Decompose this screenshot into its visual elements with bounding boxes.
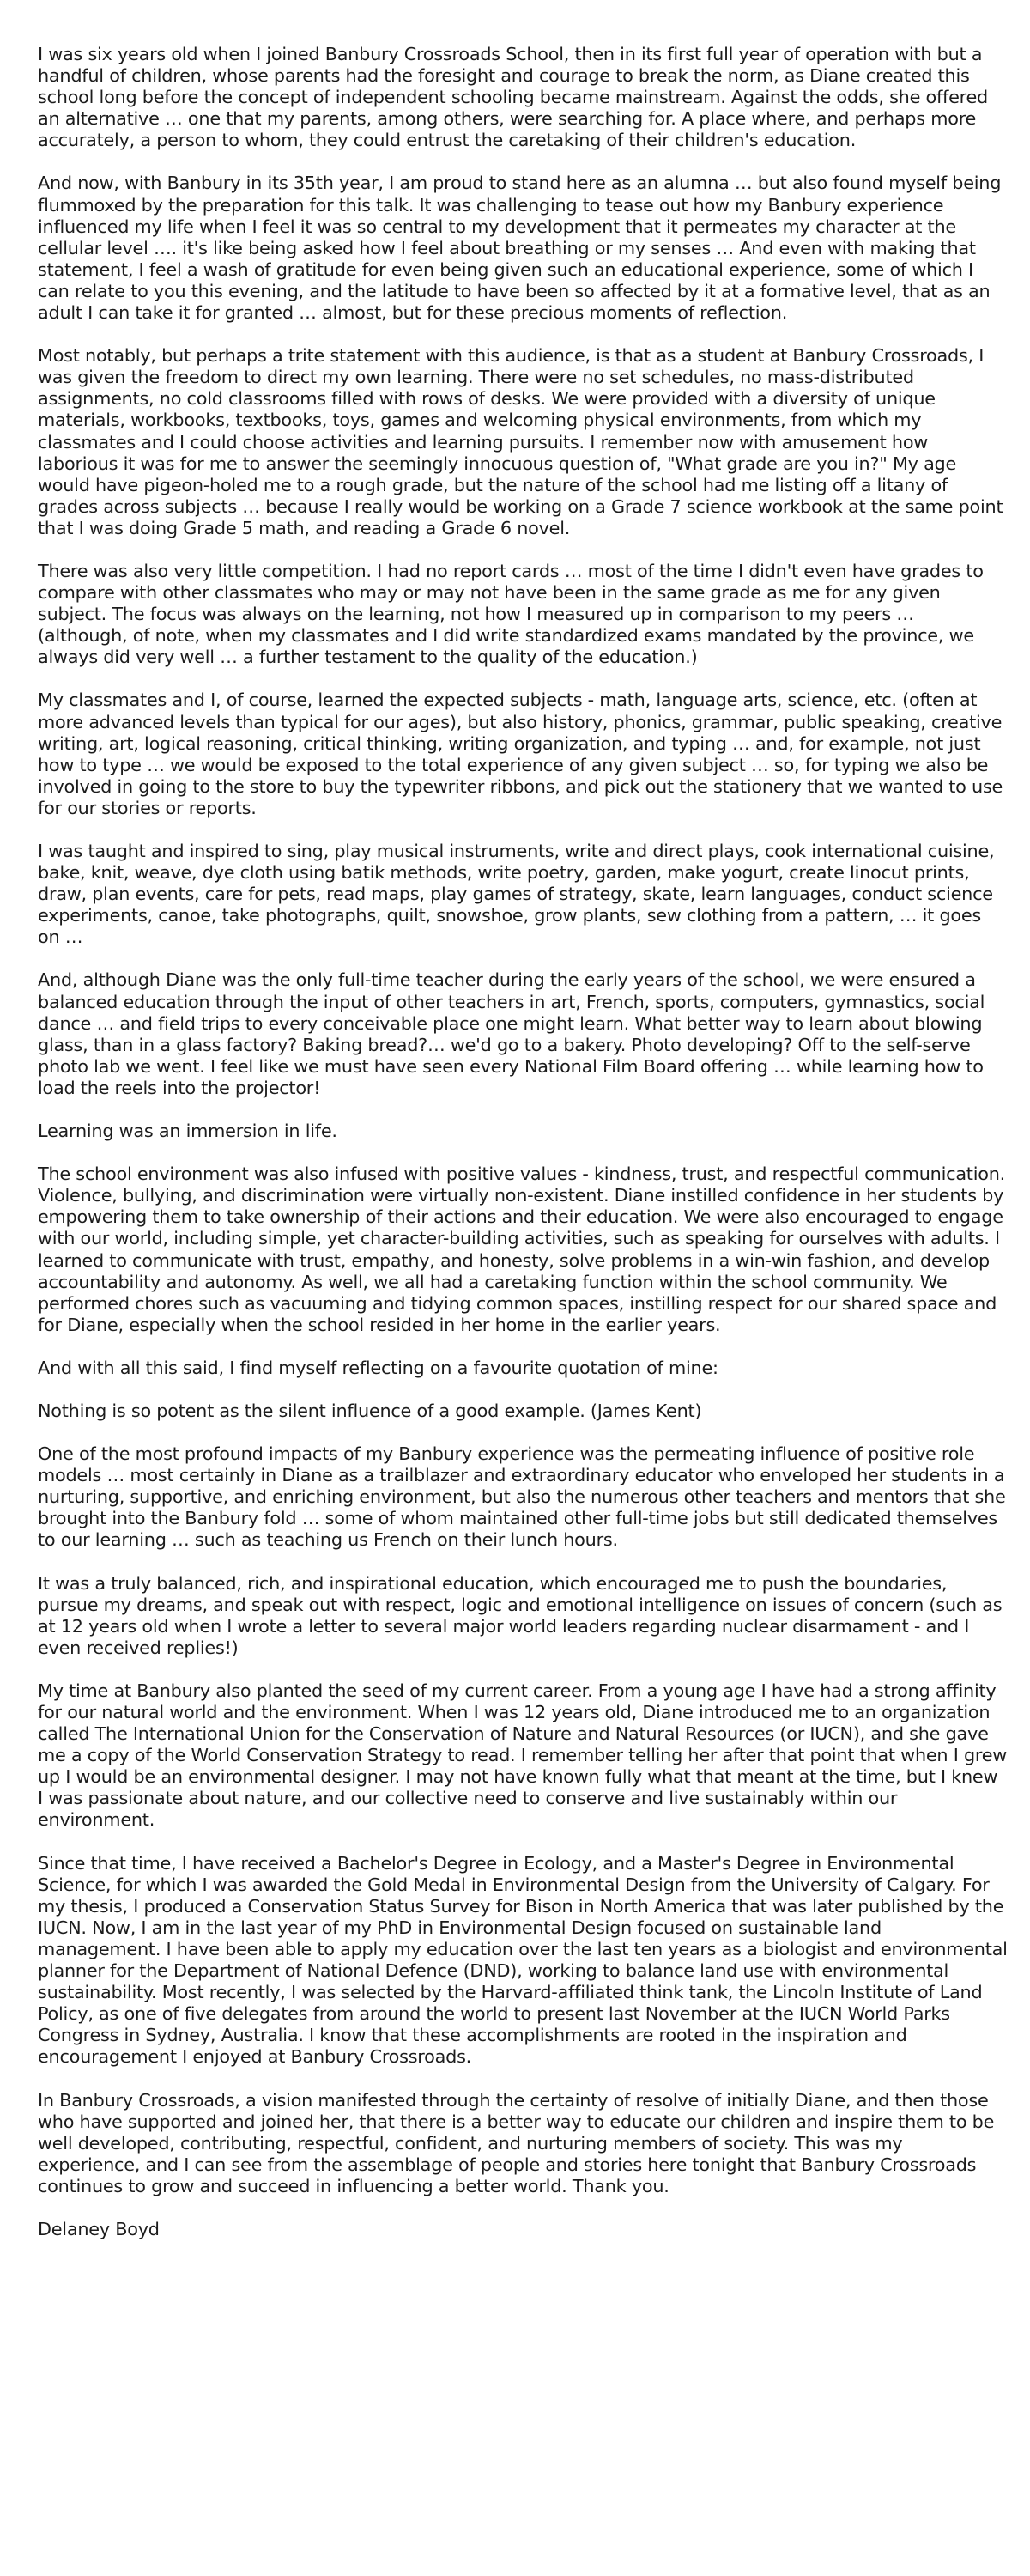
paragraph-little-competition: There was also very little competition. I had no report cards … most of the time I didn't even have grades to compare with other classmates who may or may not have been in the same grade as me for any given subject. The focus was always on the learning, not how I measured up in comparison to my peers … (although, of note, when my classmates and I did write standardized exams mandated by the province, we always did very well … a further testament to the quality of the education.) <box>38 560 984 668</box>
paragraph-closing: In Banbury Crossroads, a vision manifested through the certainty of resolve of initially Diane, and then those who have supported and joined her, that there is a better way to educate our children and inspire them to be well developed, contributing, respectful, confident, and nurturing members of society. This was my experience, and I can see from the assemblage of people and stories here tonight that Banbury Crossroads continues to grow and succeed in influencing a better world. Thank you. <box>38 2089 995 2196</box>
paragraph-subjects: My classmates and I, of course, learned the expected subjects - math, language arts, science, etc. (often at more advanced levels than typical for our ages), but also history, phonics, grammar, public speaking, creative writing, art, logical reasoning, critical thinking, writing organization, and typing … and, for example, not just how to type … we would be exposed to the total experience of any given subject … so, for typing we also be involved in going to the store to buy the typewriter ribbons, and pick out the stationery that we wanted to use for our stories or reports. <box>38 690 1003 818</box>
paragraph-35th-year: And now, with Banbury in its 35th year, I am proud to stand here as an alumna … but also found myself being flummoxed by the preparation for this talk. It was challenging to tease out how my Banbury experience influenced my life when I feel it was so central to my development that it permeates my character at the cellular level …. it's like being asked how I feel about breathing or my senses … And even with making that statement, I feel a wash of gratitude for even being given such an educational experience, some of which I can relate to you this evening, and the latitude to have been so affected by it at a formative level, that as an adult I can take it for granted … almost, but for these precious moments of reflection. <box>38 173 1002 324</box>
paragraph-joining-banbury: I was six years old when I joined Banbury Crossroads School, then in its first full year of operation with but a handful of children, whose parents had the foresight and courage to break the norm, as Diane created this school long before the concept of independent schooling became mainstream. Against the odds, she offered an alternative … one that my parents, among others, were searching for. A place where, and perhaps more accurately, a person to whom, they could entrust the caretaking of their children's education. <box>38 44 989 151</box>
signature: Delaney Boyd <box>38 2218 160 2239</box>
paragraph-immersion: Learning was an immersion in life. <box>38 1121 337 1142</box>
paragraph-quotation-intro: And with all this said, I find myself reflecting on a favourite quotation of mine: <box>38 1357 718 1378</box>
paragraph-inspirational-education: It was a truly balanced, rich, and inspirational education, which encouraged me to push the boundaries, pursue my dreams, and speak out with respect, logic and emotional intelligence on issues of concern (such as at 12 years old when I wrote a letter to several major world leaders regarding nuclear disarmament - and I even received replies!) <box>38 1572 1003 1658</box>
paragraph-career-seed: My time at Banbury also planted the seed of my current career. From a young age I have had a strong affinity for our natural world and the environment. When I was 12 years old, Diane introduced me to an organization called The International Union for the Conservation of Nature and Natural Resources (or IUCN), and she gave me a copy of the World Conservation Strategy to read. I remember telling her after that point that when I grew up I would be an environmental designer. I may not have known fully what that meant at the time, but I knew I was passionate about nature, and our collective need to conserve and live sustainably within our environment. <box>38 1680 1008 1831</box>
paragraph-balanced-education: And, although Diane was the only full-time teacher during the early years of the school, we were ensured a balanced education through the input of other teachers in art, French, sports, computers, gymnastics, social dance … and field trips to every conceivable place one might learn. What better way to learn about blowing glass, than in a glass factory? Baking bread?… we'd go to a bakery. Photo developing? Off to the self-serve photo lab we went. I feel like we must have seen every National Film Board offering … while learning how to load the reels into the projector! <box>38 969 985 1098</box>
paragraph-accomplishments: Since that time, I have received a Bachelor's Degree in Ecology, and a Master's Degree in Environmental Science, for which I was awarded the Gold Medal in Environmental Design from the University of Calgary. For my thesis, I produced a Conservation Status Survey for Bison in North America that was later published by the IUCN. Now, I am in the last year of my PhD in Environmental Design focused on sustainable land management. I have been able to apply my education over the last ten years as a biologist and environmental planner for the Department of National Defence (DND), working to balance land use with environmental sustainability. Most recently, I was selected by the Harvard-affiliated think tank, the Lincoln Institute of Land Policy, as one of five delegates from around the world to present last November at the IUCN World Parks Congress in Sydney, Australia. I know that these accomplishments are rooted in the inspiration and encouragement I enjoyed at Banbury Crossroads. <box>38 1852 1008 2068</box>
speech-document <box>38 44 1008 2240</box>
paragraph-freedom-to-learn: Most notably, but perhaps a trite statement with this audience, is that as a student at Banbury Crossroads, I was given the freedom to direct my own learning. There were no set schedules, no mass-distributed assignments, no cold classrooms filled with rows of desks. We were provided with a diversity of unique materials, workbooks, textbooks, toys, games and welcoming physical environments, from which my classmates and I could choose activities and learning pursuits. I remember now with amusement how laborious it was for me to answer the seemingly innocuous question of, "What grade are you in?" My age would have pigeon-holed me to a rough grade, but the nature of the school had me listing off a litany of grades across subjects … because I really would be working on a Grade 7 science workbook at the same point that I was doing Grade 5 math, and reading a Grade 6 novel. <box>38 345 1003 538</box>
paragraph-quotation: Nothing is so potent as the silent influence of a good example. (James Kent) <box>38 1400 702 1421</box>
paragraph-positive-values: The school environment was also infused with positive values - kindness, trust, and respectful communication. Violence, bullying, and discrimination were virtually non-existent. Diane instilled confidence in her students by empowering them to take ownership of their actions and their education. We were also encouraged to engage with our world, including simple, yet character-building activities, such as speaking for ourselves with adults. I learned to communicate with trust, empathy, and honesty, solve problems in a win-win fashion, and develop accountability and autonomy. As well, we all had a caretaking function within the school community. We performed chores such as vacuuming and tidying common spaces, instilling respect for our shared space and for Diane, especially when the school resided in her home in the earlier years. <box>38 1163 1006 1335</box>
paragraph-activities: I was taught and inspired to sing, play musical instruments, write and direct plays, cook international cuisine, bake, knit, weave, dye cloth using batik methods, write poetry, garden, make yogurt, create linocut prints, draw, plan events, care for pets, read maps, play games of strategy, skate, learn languages, conduct science experiments, canoe, take photographs, quilt, snowshoe, grow plants, sew clothing from a pattern, … it goes on … <box>38 841 995 948</box>
paragraph-role-models: One of the most profound impacts of my Banbury experience was the permeating influence of positive role models … most certainly in Diane as a trailblazer and extraordinary educator who enveloped her students in a nurturing, supportive, and enriching environment, but also the numerous other teachers and mentors that she brought into the Banbury fold … some of whom maintained other full-time jobs but still dedicated themselves to our learning … such as teaching us French on their lunch hours. <box>38 1443 1006 1551</box>
